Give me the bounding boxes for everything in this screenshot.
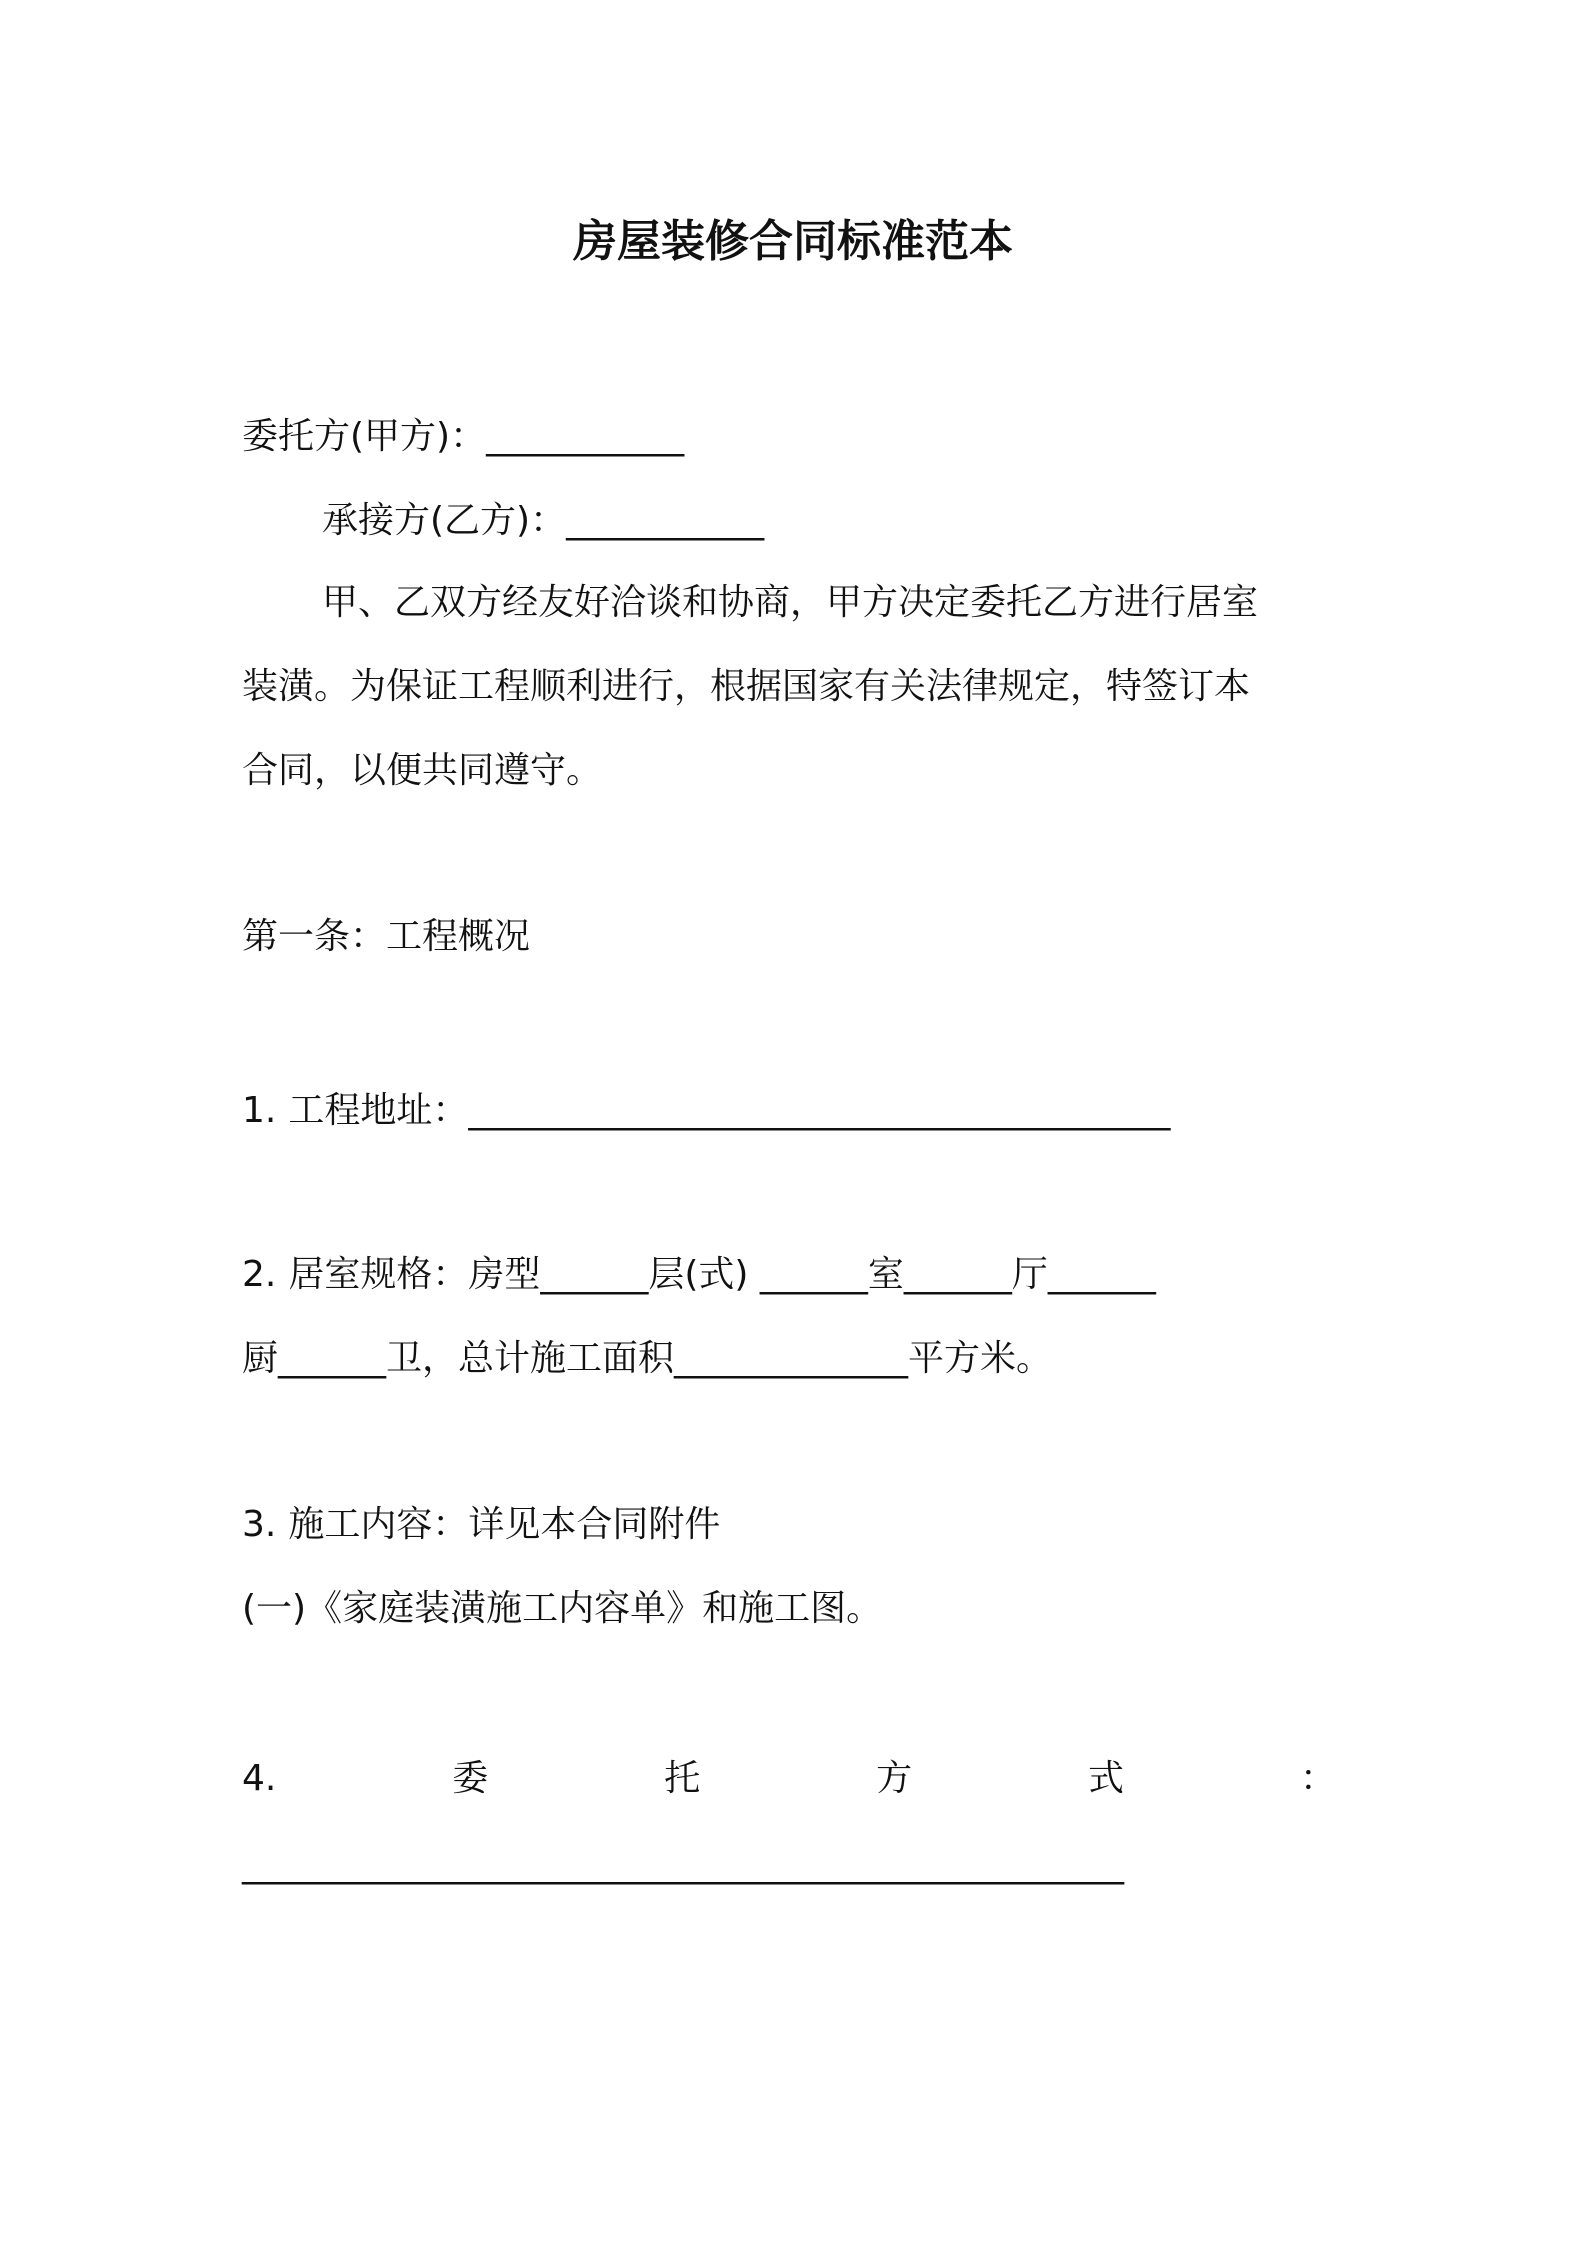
item4-char: ： <box>1299 1758 1336 1799</box>
item1-number: 1. <box>242 1090 277 1131</box>
item4-char: 方 <box>876 1758 913 1799</box>
item2-line <box>242 1250 1156 1300</box>
intro-line-1: 甲、乙双方经友好洽谈和协商，甲方决定委托乙方进行居室 <box>322 582 1259 623</box>
party-a-line: 委托方(甲方)：___________ <box>242 416 685 457</box>
item3-continuation: (一)《家庭装潢施工内容单》和施工图。 <box>242 1588 883 1629</box>
intro-line-3: 合同，以便共同遵守。 <box>242 750 603 791</box>
article1-heading: 第一条：工程概况 <box>242 916 531 957</box>
item2-continuation: 厨______卫，总计施工面积_____________平方米。 <box>242 1338 1053 1379</box>
item1-line <box>242 1086 1170 1136</box>
item3-number: 3. <box>242 1504 277 1545</box>
item4-number: 4. <box>242 1758 277 1799</box>
item4-char: 托 <box>664 1758 701 1799</box>
item1-text: 工程地址：_______________________________________ <box>288 1090 1171 1131</box>
party-b-line: 承接方(乙方)：___________ <box>322 500 765 541</box>
intro-line-2: 装潢。为保证工程顺利进行，根据国家有关法律规定，特签订本 <box>242 666 1251 707</box>
item4-char: 委 <box>452 1758 489 1799</box>
document-title: 房屋装修合同标准范本 <box>573 216 1013 267</box>
item4-blank: _________________________________________________ <box>242 1844 1124 1885</box>
item4-line <box>242 1754 1336 1804</box>
item2-number: 2. <box>242 1254 277 1295</box>
item3-text: 施工内容：详见本合同附件 <box>288 1504 721 1545</box>
item2-text: 居室规格：房型______层(式) ______室______厅______ <box>288 1254 1156 1295</box>
item4-char: 式 <box>1088 1758 1125 1799</box>
item3-line <box>242 1500 720 1550</box>
